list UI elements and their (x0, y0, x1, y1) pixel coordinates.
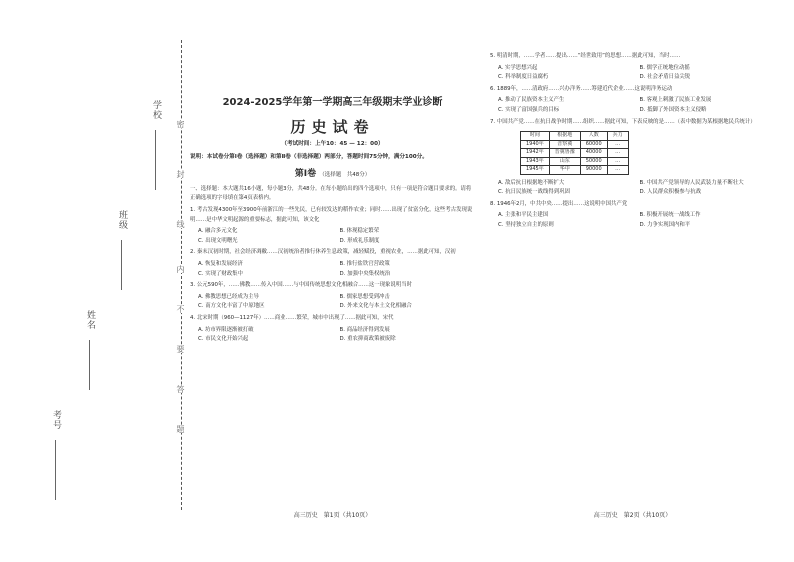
exam-number-line (55, 440, 56, 500)
table-cell: 1945年 (521, 166, 550, 175)
exam-number-label: 考号 (51, 410, 61, 430)
section-instruction: 一、选择题：本大题共16小题，每小题3分，共48分。在每小题给出的四个选项中，只有一项是符合题目要求的。请将正确选项的字母填在第4页表格内。 (190, 185, 472, 202)
answer-option: D. 力争实现国内和平 (639, 222, 691, 229)
table-cell: 晋冀鲁豫 (549, 149, 580, 158)
table-header-cell: 人数 (580, 132, 607, 141)
table-cell: 晋察冀 (549, 140, 580, 149)
exam-note: 说明：本试卷分第Ⅰ卷（选择题）和第Ⅱ卷（非选择题）两部分，答题时间75分钟，满分100分。 (190, 153, 428, 160)
question-stem: 3. 公元590年，……佛教……传入中国……与中国传统思想文化相融合……这一现象说明当时 (190, 282, 412, 289)
answer-option: D. 社会矛盾日益尖锐 (639, 74, 691, 81)
answer-option: B. 儒学正统地位动摇 (639, 64, 690, 71)
answer-option: C. 实现了富国强兵的目标 (498, 106, 560, 113)
table-cell: 1942年 (521, 149, 550, 158)
table-cell: … (607, 166, 628, 175)
answer-option: C. 科举制度日益腐朽 (498, 74, 549, 81)
page-footer-left: 高三历史 第1页（共10页） (293, 512, 372, 519)
question (490, 200, 775, 231)
table-cell: … (607, 149, 628, 158)
question (490, 52, 775, 83)
table-cell: 山东 (549, 157, 580, 166)
name-line (89, 340, 90, 390)
question (190, 206, 475, 246)
option-grid (498, 211, 775, 230)
school-line (155, 130, 156, 190)
question-stem: 8. 1946年2月，中共中央……提出……这说明中国共产党 (490, 200, 628, 207)
question-stem: 6. 1889年，……清政府……兴办洋务……筹建近代企业……这说明洋务运动 (490, 85, 673, 92)
question-stem: 1. 考古发现4300年至3900年前浙江的一些先民，已有较发达的稻作农业；同时……出现了贫富分化，这些考古发现说明……是中华文明起源的重要标志，据此可知，该文化 (190, 206, 473, 223)
table-cell: 40000 (580, 149, 607, 158)
answer-option: C. 坚持独立自主的原则 (498, 222, 554, 229)
answer-option: C. 出现文明曙光 (198, 237, 238, 244)
question-list-left (190, 206, 475, 345)
seal-char: 线 (176, 220, 185, 228)
table-cell: 60000 (580, 140, 607, 149)
question (190, 248, 475, 279)
answer-option: A. 敌后抗日根据地不断扩大 (498, 179, 565, 186)
answer-option: D. 形成礼乐制度 (339, 237, 380, 244)
answer-option: D. 外来文化与本土文化相融合 (339, 303, 412, 310)
name-label: 姓名 (85, 310, 95, 330)
answer-option: C. 实现了财政集中 (198, 270, 243, 277)
answer-option: B. 客观上刺激了民族工业发展 (639, 97, 712, 104)
answer-option: A. 融合多元文化 (198, 228, 238, 235)
option-grid (198, 260, 475, 279)
question (490, 85, 775, 116)
answer-option: D. 加强中央集权统治 (339, 270, 391, 277)
answer-option: C. 抗日民族统一战线得到巩固 (498, 189, 570, 196)
question-stem: 7. 中国共产党……在抗日战争时期……组织……据此可知，下表反映的是……（表中数据为某根据地民兵统计） (490, 118, 756, 125)
seal-char: 答 (176, 385, 185, 393)
answer-option: B. 体现稳定繁荣 (339, 228, 379, 235)
option-grid (498, 179, 775, 198)
left-column (190, 50, 475, 347)
table-cell: … (607, 140, 628, 149)
binding-margin (0, 0, 190, 562)
answer-option: D. 抵御了外国资本主义侵略 (639, 106, 707, 113)
answer-option: A. 主张和平民主建国 (498, 212, 549, 219)
table-header-cell: 时间 (521, 132, 550, 141)
exam-title: 2024-2025学年第一学期高三年级期末学业诊断 (222, 97, 443, 108)
seal-line (181, 40, 182, 510)
table-header-cell: 兵力 (607, 132, 628, 141)
answer-option: C. 市民文化开始兴起 (198, 336, 249, 343)
part-one-subtitle: （选择题 共48分） (319, 172, 371, 179)
answer-option: D. 人民群众积极参与抗战 (639, 189, 701, 196)
table-cell: 90000 (580, 166, 607, 175)
table-row (521, 149, 629, 158)
table-cell: 50000 (580, 157, 607, 166)
table-row (521, 140, 629, 149)
answer-option: C. 南方文化丰富了中原地区 (198, 303, 265, 310)
option-grid (198, 326, 475, 345)
table-header-row (521, 132, 629, 141)
answer-option: A. 实学思想兴起 (498, 64, 538, 71)
question (490, 118, 775, 198)
answer-option: B. 儒家思想受到冲击 (339, 293, 390, 300)
class-line (121, 240, 122, 290)
option-grid (198, 227, 475, 246)
table-header-cell: 根据地 (549, 132, 580, 141)
seal-char: 密 (176, 120, 185, 128)
exam-time: （考试时间：上午10：45 — 12：00） (281, 141, 384, 147)
answer-option: B. 商品经济得到发展 (339, 326, 390, 333)
exam-paper (190, 50, 780, 520)
seal-char: 不 (176, 305, 185, 313)
answer-option: D. 重农抑商政策被废除 (339, 336, 396, 343)
answer-option: B. 中国共产党领导的人民武装力量不断壮大 (639, 179, 744, 186)
option-grid (498, 64, 775, 83)
school-label: 学校 (151, 100, 161, 120)
answer-option: A. 恢复和发展经济 (198, 260, 243, 267)
table-cell: 1940年 (521, 140, 550, 149)
option-grid (198, 293, 475, 312)
answer-option: B. 推行盐铁官营政策 (339, 260, 390, 267)
question-list-right (490, 52, 775, 231)
option-grid (498, 96, 775, 115)
table-row (521, 166, 629, 175)
question-stem: 2. 秦末汉初时期，社会经济凋敝……汉初统治者推行休养生息政策，减轻赋役，重视农业，……据此可知，汉初 (190, 249, 456, 256)
question (190, 314, 475, 345)
right-column (490, 50, 775, 233)
answer-option: A. 佛教思想已经成为主导 (198, 293, 259, 300)
question-stem: 4. 北宋时期（960—1127年）……商业……繁荣，城市中出现了……据此可知，宋代 (190, 314, 394, 321)
part-one-heading (190, 170, 475, 181)
table-cell: 1943年 (521, 157, 550, 166)
seal-char: 内 (176, 265, 185, 273)
answer-option: A. 坊市界限逐渐被打破 (198, 326, 254, 333)
class-label: 班级 (117, 210, 127, 230)
answer-option: B. 积极开展统一战线工作 (639, 212, 701, 219)
table-row (521, 157, 629, 166)
answer-option: A. 推动了民族资本主义产生 (498, 97, 565, 104)
subject-title: 历史试卷 (290, 118, 375, 136)
table-cell: … (607, 157, 628, 166)
table-cell: 华中 (549, 166, 580, 175)
question (190, 281, 475, 312)
seal-char: 封 (176, 170, 185, 178)
seal-char: 题 (176, 425, 185, 433)
data-table (520, 131, 629, 175)
question-stem: 5. 明清时期，……学者……提出……“经世致用”的思想……据此可知，当时…… (490, 53, 681, 59)
seal-char: 要 (176, 345, 185, 353)
page-footer-right: 高三历史 第2页（共10页） (593, 512, 672, 519)
part-one-title: 第Ⅰ卷 (294, 169, 317, 180)
